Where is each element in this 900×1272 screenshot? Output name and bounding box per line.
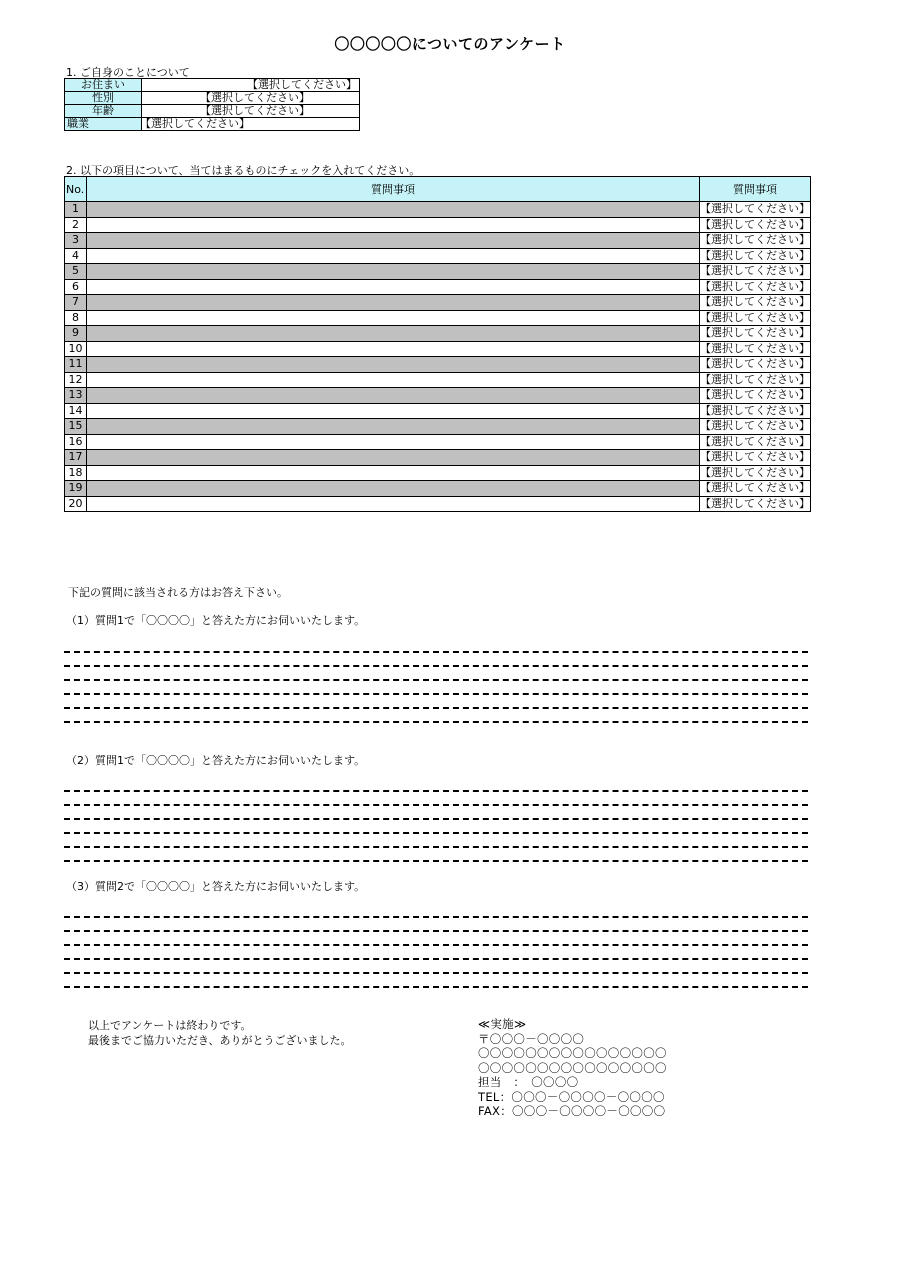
table-row xyxy=(65,341,811,357)
section1-heading: 1. ご自身のことについて xyxy=(66,66,190,79)
answer-line[interactable] xyxy=(64,679,808,681)
question-item-cell[interactable] xyxy=(87,496,700,512)
answer-line[interactable] xyxy=(64,832,808,834)
residence-label: お住まい xyxy=(65,79,142,92)
page-title: 〇〇〇〇〇についてのアンケート xyxy=(334,35,566,53)
table-row xyxy=(65,279,811,295)
question-table xyxy=(64,176,811,512)
question-item-cell[interactable] xyxy=(87,248,700,264)
table-row xyxy=(65,202,811,218)
table-row xyxy=(65,357,811,373)
table-row xyxy=(65,481,811,497)
followup-intro: 下記の質問に該当される方はお答え下さい。 xyxy=(68,586,288,599)
answer-line[interactable] xyxy=(64,818,808,820)
table-row xyxy=(65,434,811,450)
answer-select[interactable]: 【選択してください】 xyxy=(700,450,810,464)
gender-label: 性別 xyxy=(65,92,142,105)
occupation-label: 職業 xyxy=(65,118,142,131)
question-item-cell[interactable] xyxy=(87,419,700,435)
answer-select[interactable]: 【選択してください】 xyxy=(700,357,810,371)
answer-select[interactable]: 【選択してください】 xyxy=(700,264,810,278)
age-select[interactable] xyxy=(142,105,360,118)
answer-select[interactable]: 【選択してください】 xyxy=(700,372,810,386)
residence-select[interactable] xyxy=(142,79,360,92)
question-item-cell[interactable] xyxy=(87,310,700,326)
question-item-cell[interactable] xyxy=(87,264,700,280)
answer-select[interactable]: 【選択してください】 xyxy=(700,388,810,402)
answer-select[interactable]: 【選択してください】 xyxy=(700,295,810,309)
occupation-select[interactable] xyxy=(142,118,360,131)
closing-line-2: 最後までご協力いただき、ありがとうございました。 xyxy=(88,1034,352,1047)
answer-select[interactable]: 【選択してください】 xyxy=(700,217,810,231)
occupation-select-value: 【選択してください】 xyxy=(140,117,250,130)
row-number: 7 xyxy=(65,295,87,311)
question-item-cell[interactable] xyxy=(87,202,700,218)
question-item-cell[interactable] xyxy=(87,481,700,497)
table-row xyxy=(65,326,811,342)
table-row xyxy=(65,248,811,264)
followup-question-3: （3）質問2で「〇〇〇〇」と答えた方にお伺いいたします。 xyxy=(66,880,366,893)
profile-row-age xyxy=(65,105,360,118)
table-row xyxy=(65,465,811,481)
closing-line-1: 以上でアンケートは終わりです。 xyxy=(88,1019,252,1032)
question-item-cell[interactable] xyxy=(87,357,700,373)
answer-line[interactable] xyxy=(64,916,808,918)
table-row xyxy=(65,295,811,311)
question-item-cell[interactable] xyxy=(87,450,700,466)
answer-line[interactable] xyxy=(64,790,808,792)
profile-row-gender xyxy=(65,92,360,105)
col-header-answer: 質問事項 xyxy=(700,177,811,202)
table-row xyxy=(65,372,811,388)
answer-line[interactable] xyxy=(64,958,808,960)
answer-line[interactable] xyxy=(64,721,808,723)
row-number: 16 xyxy=(65,434,87,450)
answer-line[interactable] xyxy=(64,860,808,862)
answer-line[interactable] xyxy=(64,804,808,806)
contact-tel: TEL：〇〇〇－〇〇〇〇－〇〇〇〇 xyxy=(478,1089,665,1104)
contact-header: ≪実施≫ xyxy=(478,1017,527,1031)
followup-question-1: （1）質問1で「〇〇〇〇」と答えた方にお伺いいたします。 xyxy=(66,614,366,627)
row-number: 8 xyxy=(65,310,87,326)
answer-line[interactable] xyxy=(64,846,808,848)
question-item-cell[interactable] xyxy=(87,403,700,419)
closing-message xyxy=(88,1018,352,1048)
age-label: 年齢 xyxy=(65,105,142,118)
answer-select[interactable]: 【選択してください】 xyxy=(700,202,810,216)
answer-select[interactable]: 【選択してください】 xyxy=(700,403,810,417)
gender-select-value: 【選択してください】 xyxy=(200,91,310,104)
row-number: 6 xyxy=(65,279,87,295)
age-select-value: 【選択してください】 xyxy=(200,104,310,117)
answer-select[interactable]: 【選択してください】 xyxy=(700,279,810,293)
answer-select[interactable]: 【選択してください】 xyxy=(700,248,810,262)
table-row xyxy=(65,264,811,280)
answer-line[interactable] xyxy=(64,930,808,932)
question-item-cell[interactable] xyxy=(87,295,700,311)
row-number: 14 xyxy=(65,403,87,419)
row-number: 1 xyxy=(65,202,87,218)
contact-postal: 〒〇〇〇－〇〇〇〇 xyxy=(478,1031,585,1046)
table-row xyxy=(65,419,811,435)
contact-person: 担当 ： 〇〇〇〇 xyxy=(478,1075,579,1089)
answer-line[interactable] xyxy=(64,986,808,988)
answer-select[interactable]: 【選択してください】 xyxy=(700,465,810,479)
answer-line[interactable] xyxy=(64,693,808,695)
col-header-no: No. xyxy=(65,177,87,202)
table-row xyxy=(65,388,811,404)
answer-select[interactable]: 【選択してください】 xyxy=(700,310,810,324)
answer-line[interactable] xyxy=(64,665,808,667)
gender-select[interactable] xyxy=(142,92,360,105)
answer-select[interactable]: 【選択してください】 xyxy=(700,233,810,247)
answer-line[interactable] xyxy=(64,707,808,709)
residence-select-value: 【選択してください】 xyxy=(247,78,357,91)
question-item-cell[interactable] xyxy=(87,217,700,233)
row-number: 11 xyxy=(65,357,87,373)
row-number: 2 xyxy=(65,217,87,233)
contact-address-2: 〇〇〇〇〇〇〇〇〇〇〇〇〇〇〇〇 xyxy=(478,1060,667,1075)
row-number: 19 xyxy=(65,481,87,497)
answer-select[interactable]: 【選択してください】 xyxy=(700,496,810,510)
row-number: 17 xyxy=(65,450,87,466)
question-item-cell[interactable] xyxy=(87,279,700,295)
col-header-item: 質問事項 xyxy=(87,177,700,202)
profile-row-residence xyxy=(65,79,360,92)
table-row xyxy=(65,217,811,233)
answer-select[interactable]: 【選択してください】 xyxy=(700,341,810,355)
table-row xyxy=(65,450,811,466)
question-table-header xyxy=(65,177,811,202)
row-number: 13 xyxy=(65,388,87,404)
question-item-cell[interactable] xyxy=(87,388,700,404)
row-number: 15 xyxy=(65,419,87,435)
question-item-cell[interactable] xyxy=(87,233,700,249)
contact-fax: FAX：〇〇〇－〇〇〇〇－〇〇〇〇 xyxy=(478,1104,666,1118)
answer-line[interactable] xyxy=(64,944,808,946)
row-number: 18 xyxy=(65,465,87,481)
question-item-cell[interactable] xyxy=(87,341,700,357)
table-row xyxy=(65,496,811,512)
table-row xyxy=(65,310,811,326)
row-number: 4 xyxy=(65,248,87,264)
table-row xyxy=(65,403,811,419)
section2-heading: 2. 以下の項目について、当てはまるものにチェックを入れてください。 xyxy=(66,164,421,177)
row-number: 10 xyxy=(65,341,87,357)
question-item-cell[interactable] xyxy=(87,434,700,450)
answer-select[interactable]: 【選択してください】 xyxy=(700,419,810,433)
followup-question-2: （2）質問1で「〇〇〇〇」と答えた方にお伺いいたします。 xyxy=(66,754,366,767)
row-number: 9 xyxy=(65,326,87,342)
answer-select[interactable]: 【選択してください】 xyxy=(700,326,810,340)
question-item-cell[interactable] xyxy=(87,372,700,388)
contact-address-1: 〇〇〇〇〇〇〇〇〇〇〇〇〇〇〇〇 xyxy=(478,1046,667,1060)
row-number: 20 xyxy=(65,496,87,512)
profile-row-occupation xyxy=(65,118,360,131)
answer-select[interactable]: 【選択してください】 xyxy=(700,481,810,495)
answer-line[interactable] xyxy=(64,972,808,974)
row-number: 3 xyxy=(65,233,87,249)
profile-table xyxy=(64,78,360,131)
question-item-cell[interactable] xyxy=(87,326,700,342)
row-number: 5 xyxy=(65,264,87,280)
row-number: 12 xyxy=(65,372,87,388)
answer-select[interactable]: 【選択してください】 xyxy=(700,434,810,448)
answer-line[interactable] xyxy=(64,651,808,653)
table-row xyxy=(65,233,811,249)
contact-block xyxy=(478,1017,667,1119)
question-item-cell[interactable] xyxy=(87,465,700,481)
